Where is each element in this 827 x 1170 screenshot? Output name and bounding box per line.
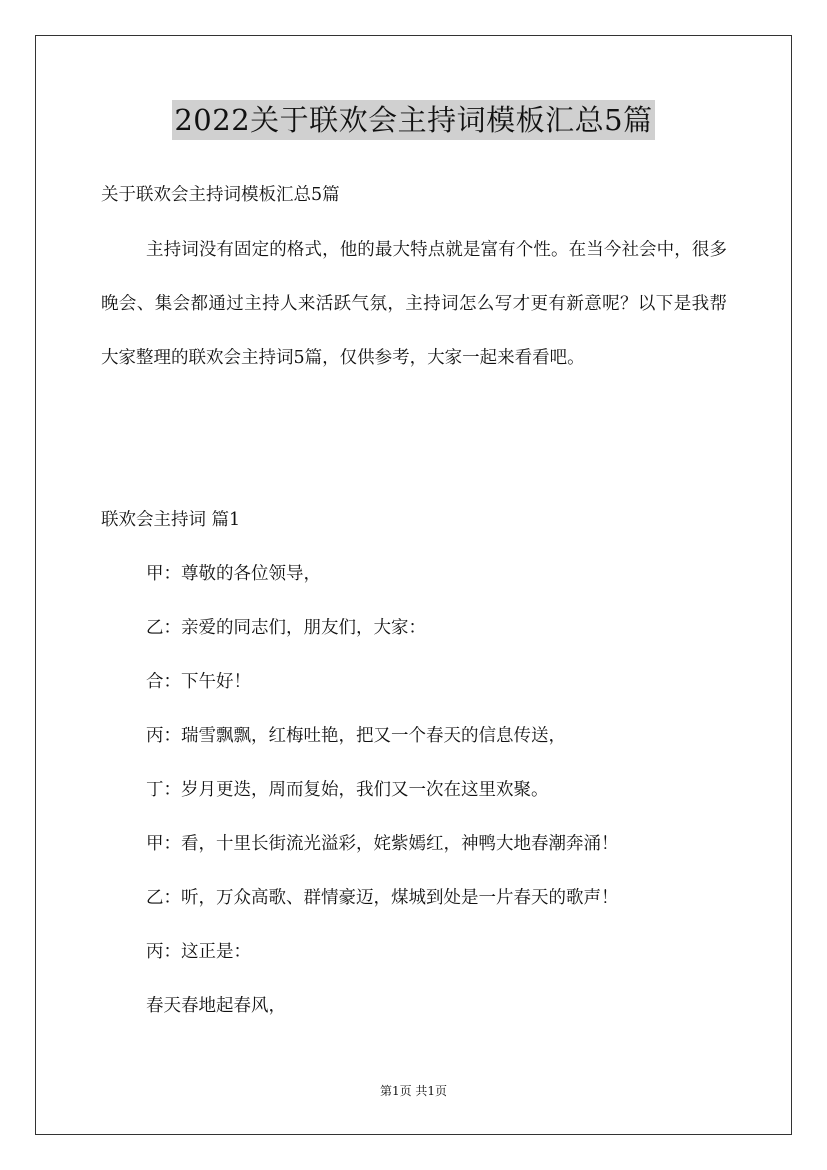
document-subtitle: 关于联欢会主持词模板汇总5篇: [101, 185, 340, 205]
dialogue-line: 合：下午好！: [146, 672, 251, 692]
dialogue-line: 春天春地起春风，: [146, 996, 286, 1016]
intro-paragraph: 主持词没有固定的格式，他的最大特点就是富有个性。在当今社会中，很多晚会、集会都通过主持人来活跃气氛，主持词怎么写才更有新意呢？以下是我帮大家整理的联欢会主持词5篇，仅供参考，大家一起来看看吧。: [101, 240, 727, 368]
dialogue-line: 丁：岁月更迭，周而复始，我们又一次在这里欢聚。: [146, 780, 549, 800]
dialogue-line: 乙：听，万众高歌、群情豪迈，煤城到处是一片春天的歌声！: [146, 888, 619, 908]
dialogue-line: 丙：瑞雪飘飘，红梅吐艳，把又一个春天的信息传送，: [146, 726, 566, 746]
dialogue-line: 甲：尊敬的各位领导，: [146, 564, 321, 584]
section-heading: 联欢会主持词 篇1: [101, 510, 241, 530]
page-footer: 第1页 共1页: [379, 1084, 448, 1098]
dialogue-line: 丙：这正是：: [146, 942, 251, 962]
document-title: 2022关于联欢会主持词模板汇总5篇: [172, 100, 654, 140]
dialogue-line: 甲：看，十里长街流光溢彩，姹紫嫣红，神鸭大地春潮奔涌！: [146, 834, 619, 854]
title-container: [0, 100, 827, 140]
dialogue-line: 乙：亲爱的同志们，朋友们，大家：: [146, 618, 426, 638]
